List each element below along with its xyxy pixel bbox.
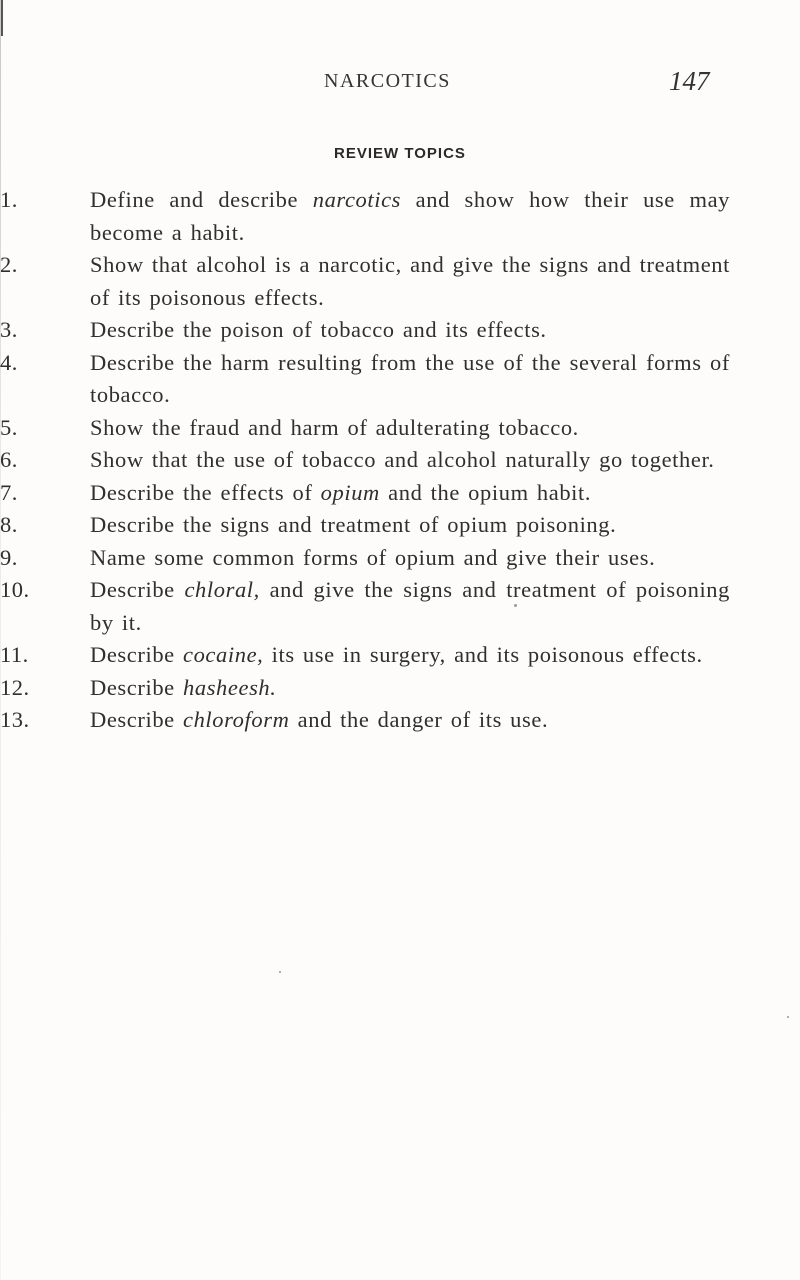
- topic-term: chloroform: [183, 707, 290, 732]
- topic-number: 9.: [0, 544, 18, 570]
- topic-item: [0, 672, 730, 705]
- topic-number: 8.: [0, 512, 18, 537]
- topic-item: [0, 314, 730, 347]
- topic-term: cocaine,: [183, 642, 264, 667]
- paper-speck: [279, 971, 281, 973]
- topic-text: Describe: [90, 642, 175, 667]
- topic-item: [0, 444, 730, 477]
- topic-text: Show that the use of tobacco and alcohol naturally go together.: [90, 447, 715, 472]
- topic-text-continued: and show how their use may become a habit.: [90, 187, 731, 245]
- topic-number: 12.: [0, 674, 30, 700]
- topic-number: 7.: [0, 479, 18, 505]
- topic-text: Describe the poison of tobacco and its effects.: [90, 317, 547, 342]
- topic-term: narcotics: [312, 187, 402, 212]
- topic-item: [0, 639, 730, 672]
- topic-item: [0, 542, 730, 575]
- page-edge-mark: [1, 0, 3, 36]
- topic-number: 13.: [0, 707, 30, 732]
- topic-number: 10.: [0, 577, 30, 602]
- topic-term: chloral,: [184, 577, 260, 602]
- running-title: NARCOTICS: [324, 70, 451, 92]
- topic-number: 2.: [0, 252, 18, 277]
- paper-speck: [514, 604, 517, 607]
- topic-item: [0, 184, 730, 249]
- section-heading: REVIEW TOPICS: [334, 145, 466, 162]
- topic-text: Describe: [90, 674, 175, 700]
- topic-item: [0, 509, 730, 542]
- topic-item: [0, 477, 730, 510]
- topic-item: [0, 249, 730, 314]
- topic-term: opium: [320, 479, 380, 505]
- topic-text: Describe the harm resulting from the use of the several forms of tobacco.: [90, 349, 730, 407]
- topic-number: 1.: [0, 187, 18, 212]
- review-topics-list: [0, 184, 800, 737]
- topic-text: Show the fraud and harm of adulterating tobacco.: [90, 414, 579, 440]
- topic-item: [0, 704, 730, 737]
- topic-item: [0, 574, 730, 639]
- topic-number: 5.: [0, 414, 18, 440]
- topic-text: Show that alcohol is a narcotic, and give the signs and treatment of its poisonous effects.: [90, 252, 730, 310]
- topic-text-continued: its use in surgery, and its poisonous effects.: [271, 642, 703, 667]
- topic-text-continued: and the opium habit.: [388, 479, 592, 505]
- topic-number: 3.: [0, 317, 18, 342]
- topic-text: Describe: [90, 707, 175, 732]
- topic-text-continued: and give the signs and treatment of poisoning by it.: [90, 577, 731, 635]
- page-number: 147: [669, 66, 710, 96]
- topic-text: Describe the signs and treatment of opium poisoning.: [90, 512, 617, 537]
- topic-item: [0, 347, 730, 412]
- topic-term: hasheesh.: [183, 674, 277, 700]
- topic-item: [0, 412, 730, 445]
- topic-number: 11.: [0, 642, 29, 667]
- topic-number: 4.: [0, 349, 18, 375]
- topic-text: Name some common forms of opium and give their uses.: [90, 544, 656, 570]
- topic-text: Define and describe: [90, 187, 299, 212]
- running-head: [0, 64, 800, 104]
- topic-text: Describe the effects of: [90, 479, 313, 505]
- topic-number: 6.: [0, 447, 18, 472]
- paper-speck: [787, 1016, 789, 1018]
- topic-text-continued: and the danger of its use.: [297, 707, 549, 732]
- topic-text: Describe: [90, 577, 175, 602]
